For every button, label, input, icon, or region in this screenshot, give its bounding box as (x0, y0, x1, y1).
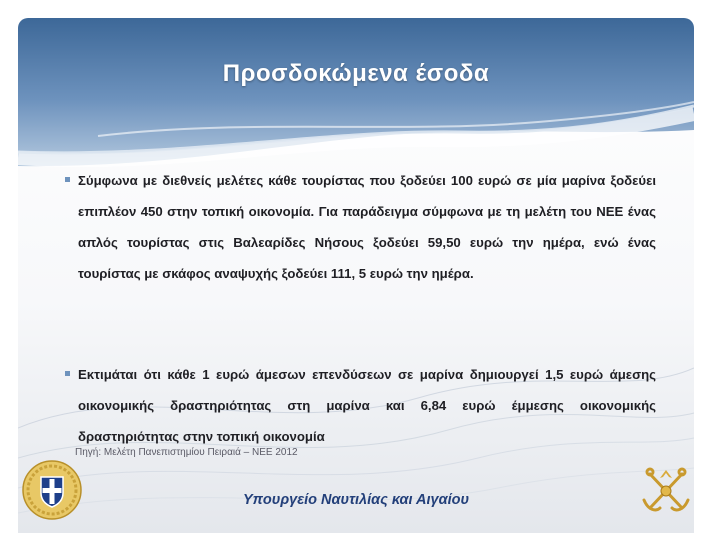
bullet-text-2: Εκτιμάται ότι κάθε 1 ευρώ άμεσων επενδύσεων σε μαρίνα δημιουργεί 1,5 ευρώ άμεσης οικονομικής δραστηριότητας στη μαρίνα και 6,84 ευρώ έμμεσης οικονομικής δραστηριότητας στην τοπική οικονομία (78, 367, 656, 444)
anchors-emblem-icon (638, 464, 694, 516)
slide (18, 18, 694, 533)
greek-coat-of-arms-icon (21, 459, 83, 521)
bullet-item-2 (78, 359, 656, 452)
source-note: Πηγή: Μελέτη Πανεπιστημίου Πειραιά – ΝΕΕ 2012 (75, 447, 298, 458)
footer-ministry-name: Υπουργείο Ναυτιλίας και Αιγαίου (242, 492, 470, 508)
bullet-text-1: Σύμφωνα με διεθνείς μελέτες κάθε τουρίστας που ξοδεύει 100 ευρώ σε μία μαρίνα ξοδεύει επιπλέον 450 στην τοπική οικονομία. Για παράδειγμα σύμφωνα με τη μελέτη του ΝΕΕ ένας απλός τουρίστας στις Βαλεαρίδες Νήσους ξοδεύει 59,50 ευρώ την ημέρα, ενώ ένας τουρίστας με σκάφος αναψυχής ξοδεύει 111, 5 ευρώ την ημέρα. (78, 173, 656, 281)
bullet-item-1 (78, 165, 656, 289)
slide-title: Προσδοκώμενα έσοδα (222, 60, 490, 87)
bullet-square-icon (65, 177, 70, 182)
header-background (18, 18, 694, 168)
bullet-square-icon (65, 371, 70, 376)
